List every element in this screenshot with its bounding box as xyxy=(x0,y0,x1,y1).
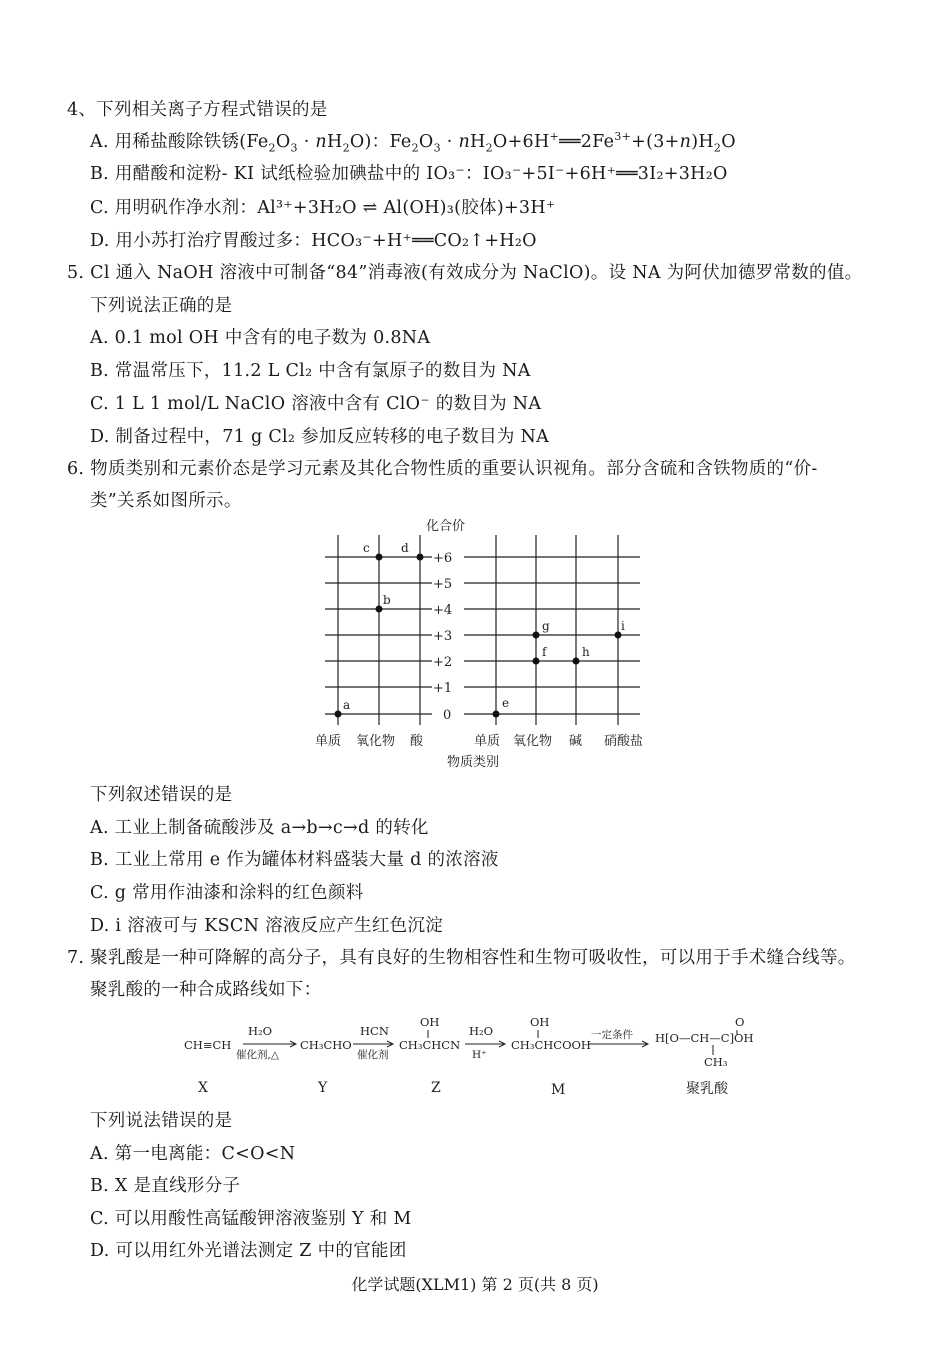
label-f: f xyxy=(542,645,547,659)
point-g xyxy=(533,632,540,639)
q4-option-c: C. 用明矾作净水剂：Al³⁺+3H₂O ⇌ Al(OH)₃(胶体)+3H⁺ xyxy=(90,198,556,218)
y-tick: +2 xyxy=(433,655,453,670)
compound-x: CH≡CH xyxy=(184,1038,232,1052)
q6-option-d: D. i 溶液可与 KSCN 溶液反应产生红色沉淀 xyxy=(90,916,444,936)
point-e xyxy=(493,711,500,718)
reagent-2-bottom: 催化剂 xyxy=(357,1049,389,1061)
label-g: g xyxy=(542,619,550,633)
q6-option-b: B. 工业上常用 e 作为罐体材料盛装大量 d 的浓溶液 xyxy=(90,850,499,870)
label-e: e xyxy=(502,696,510,710)
y-tick: +5 xyxy=(433,577,453,592)
y-tick: 0 xyxy=(443,708,452,723)
q4-option-d: D. 用小苏打治疗胃酸过多：HCO₃⁻+H⁺══CO₂↑+H₂O xyxy=(90,231,537,251)
reagent-4-top: 一定条件 xyxy=(591,1029,633,1041)
label-polylactic: 聚乳酸 xyxy=(686,1081,728,1097)
label-m: M xyxy=(551,1082,566,1098)
q7-after: 下列说法错误的是 xyxy=(90,1111,233,1131)
m-oh: OH xyxy=(530,1015,550,1029)
label-b: b xyxy=(383,593,391,607)
reagent-2-top: HCN xyxy=(360,1024,389,1038)
compound-z: CH₃CHCN xyxy=(399,1038,461,1052)
point-a xyxy=(335,711,342,718)
y-tick: +1 xyxy=(433,681,453,696)
polymer-o: O xyxy=(735,1015,745,1029)
y-tick: +6 xyxy=(433,551,453,566)
polylactic-formula: H[O—CH—C]OH xyxy=(655,1031,754,1045)
q4-stem: 4、下列相关离子方程式错误的是 xyxy=(67,100,328,120)
q7-stem-cont: 聚乳酸的一种合成路线如下： xyxy=(90,980,322,1000)
page-footer: 化学试题(XLM1) 第 2 页(共 8 页) xyxy=(351,1275,599,1294)
x-axis-title: 物质类别 xyxy=(447,755,500,770)
q7-option-d: D. 可以用红外光谱法测定 Z 中的官能团 xyxy=(90,1241,407,1261)
q5-stem-cont: 下列说法正确的是 xyxy=(90,296,233,316)
polymer-ch3: CH₃ xyxy=(704,1055,728,1069)
label-c: c xyxy=(363,541,370,555)
q5-stem: 5. Cl 通入 NaOH 溶液中可制备“84”消毒液(有效成分为 NaClO)。设 NA 为阿伏加德罗常数的值。 xyxy=(67,263,863,283)
x-category: 碱 xyxy=(569,734,583,749)
q5-option-b: B. 常温常压下，11.2 L Cl₂ 中含有氯原子的数目为 NA xyxy=(90,361,531,381)
reagent-1-top: H₂O xyxy=(248,1024,273,1038)
label-h: h xyxy=(582,645,590,659)
q5-option-a: A. 0.1 mol OH 中含有的电子数为 0.8NA xyxy=(90,328,431,348)
x-category: 氧化物 xyxy=(356,734,396,749)
q7-option-b: B. X 是直线形分子 xyxy=(90,1176,241,1196)
x-category: 氧化物 xyxy=(513,734,553,749)
q6-after: 下列叙述错误的是 xyxy=(90,785,233,805)
q6-option-c: C. g 常用作油漆和涂料的红色颜料 xyxy=(90,883,364,903)
q5-option-d: D. 制备过程中，71 g Cl₂ 参加反应转移的电子数目为 NA xyxy=(90,427,550,447)
label-z: Z xyxy=(431,1080,441,1096)
q6-stem-cont: 类”关系如图所示。 xyxy=(90,491,242,511)
point-c xyxy=(376,554,383,561)
reagent-3-bottom: H⁺ xyxy=(472,1049,487,1061)
point-d xyxy=(417,554,424,561)
label-d: d xyxy=(401,541,409,555)
q6-option-a: A. 工业上制备硫酸涉及 a→b→c→d 的转化 xyxy=(90,818,429,838)
x-category: 单质 xyxy=(315,734,342,749)
point-b xyxy=(376,606,383,613)
q6-stem: 6. 物质类别和元素价态是学习元素及其化合物性质的重要认识视角。部分含硫和含铁物质的“价- xyxy=(67,459,818,479)
q7-option-c: C. 可以用酸性高锰酸钾溶液鉴别 Y 和 M xyxy=(90,1209,412,1229)
label-y: Y xyxy=(318,1080,328,1096)
q7-option-a: A. 第一电离能：C<O<N xyxy=(90,1144,296,1164)
y-tick: +3 xyxy=(433,629,453,644)
reagent-1-bottom: 催化剂,△ xyxy=(236,1049,279,1061)
compound-m: CH₃CHCOOH xyxy=(511,1038,591,1052)
x-category: 单质 xyxy=(474,734,501,749)
reagent-3-top: H₂O xyxy=(469,1024,494,1038)
q7-stem: 7. 聚乳酸是一种可降解的高分子，具有良好的生物相容性和生物可吸收性，可以用于手术缝合线等。 xyxy=(67,948,856,968)
q4-option-b: B. 用醋酸和淀粉- KI 试纸检验加碘盐中的 IO₃⁻：IO₃⁻+5I⁻+6H⁺══3I₂+3H₂O xyxy=(90,164,728,184)
y-axis-title: 化合价 xyxy=(426,519,466,534)
point-f xyxy=(533,658,540,665)
x-category: 酸 xyxy=(410,734,424,749)
label-i: i xyxy=(621,619,625,633)
compound-y: CH₃CHO xyxy=(300,1038,352,1052)
point-h xyxy=(573,658,580,665)
y-tick: +4 xyxy=(433,603,453,618)
label-a: a xyxy=(343,698,351,712)
q5-option-c: C. 1 L 1 mol/L NaClO 溶液中含有 ClO⁻ 的数目为 NA xyxy=(90,394,542,414)
x-category: 硝酸盐 xyxy=(604,734,644,749)
q4-option-a: A. 用稀盐酸除铁锈$(Fe_2O_3 \cdot nH_2O)$：$Fe_2O_3$ · $nH_2O+6H^+══2Fe^{3+}+(3+n)H_2O$ xyxy=(90,130,736,155)
label-x: X xyxy=(198,1080,208,1096)
z-oh: OH xyxy=(420,1015,440,1029)
